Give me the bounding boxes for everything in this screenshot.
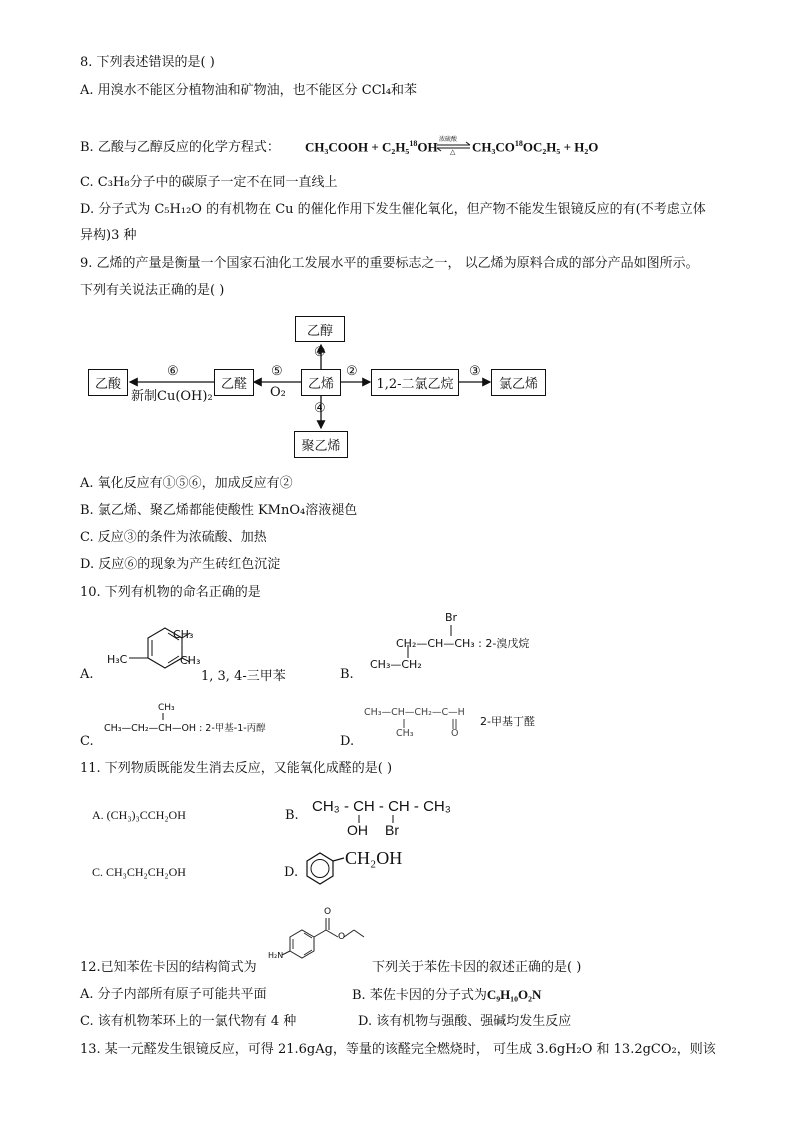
- node-dichloroethane: 1,2-二氯乙烷: [371, 369, 459, 396]
- q9-option-d: D. 反应⑥的现象为产生砖红色沉淀: [80, 557, 281, 572]
- q8-option-b-prefix: B. 乙酸与乙醇反应的化学方程式：: [80, 140, 280, 155]
- q8-stem: 8. 下列表述错误的是( ): [80, 55, 215, 70]
- o2-label: O₂: [270, 385, 286, 400]
- q10-d-oxygen: O: [451, 728, 459, 739]
- q8-option-c: C. C₃H₈分子中的碳原子一定不在同一直线上: [80, 175, 338, 190]
- q9-option-b: B. 氯乙烯、聚乙烯都能使酸性 KMnO₄溶液褪色: [80, 503, 358, 518]
- eq-right2: OC₂H₅ + H₂O: [522, 139, 599, 155]
- eq-isotope: 18: [409, 139, 418, 148]
- q13-stem: 13. 某一元醛发生银镜反应，可得 21.6gAg，等量的该醛完全燃烧时， 可生成 3.6gH₂O 和 13.2gCO₂，则该: [80, 1042, 716, 1057]
- step-2-label: ②: [346, 364, 358, 379]
- q11-b-chain: CH₃ - CH - CH - CH₃: [312, 798, 451, 815]
- node-vinyl-chloride: 氯乙烯: [491, 369, 546, 396]
- eq-mid: OH: [417, 139, 438, 155]
- q11-option-b-label: B.: [285, 808, 299, 823]
- q12-option-b: [352, 986, 541, 1005]
- q11-option-c: C. CH₃CH₂CH₂OH: [92, 865, 186, 879]
- q10-d-ch3: CH₃: [396, 728, 414, 739]
- q10-a-ch3-top: CH₃: [173, 628, 194, 641]
- step-6-label: ⑥: [167, 364, 179, 379]
- q12-b-prefix: B. 苯佐卡因的分子式为: [352, 988, 487, 1003]
- q11-option-d-label: D.: [284, 865, 299, 880]
- q12-carbonyl-o: O: [324, 907, 332, 917]
- q10-a-ch3-right: CH₃: [180, 654, 201, 667]
- q12-option-d: D. 该有机物与强酸、强碱均发生反应: [358, 1014, 572, 1029]
- step-5-label: ⑤: [271, 364, 283, 379]
- node-acetaldehyde: 乙醛: [214, 369, 254, 396]
- q10-d-chain: CH₃—CH—CH₂—C—H: [364, 707, 465, 718]
- q10-b-br: Br: [445, 611, 458, 624]
- q9-option-a: A. 氧化反应有①⑤⑥，加成反应有②: [80, 476, 293, 491]
- q9-option-c: C. 反应③的条件为浓硫酸、加热: [80, 530, 267, 545]
- q10-c-chain: CH₃—CH₂—CH—OH : 2-甲基-1-丙醇: [104, 723, 266, 734]
- eq-heat: △: [450, 148, 456, 156]
- q10-option-c-label: C.: [80, 734, 94, 749]
- q11-b-oh: OH: [347, 822, 368, 838]
- q10-d-name: 2-甲基丁醛: [480, 715, 535, 728]
- q11-b-br: Br: [385, 822, 399, 838]
- q12-stem-post: 下列关于苯佐卡因的叙述正确的是( ): [372, 960, 582, 975]
- step-3-label: ③: [469, 364, 481, 379]
- node-ethylene: 乙烯: [301, 369, 341, 396]
- cu-oh2-label: 新制Cu(OH)₂: [131, 389, 213, 404]
- node-polyethylene: 聚乙烯: [294, 431, 348, 458]
- node-ethanol: 乙醇: [295, 316, 345, 342]
- q10-a-name: 1, 3, 4-三甲苯: [201, 669, 286, 684]
- q12-stem-pre: 12.已知苯佐卡因的结构简式为: [80, 960, 257, 975]
- q10-b-top-chain: CH₂—CH—CH₃ : 2-溴戊烷: [396, 637, 530, 650]
- q12-option-a: A. 分子内部所有原子可能共平面: [80, 987, 267, 1002]
- step-4-label: ④: [314, 401, 326, 416]
- eq-left: CH₃COOH + C₂H₅: [305, 139, 410, 155]
- eq-isotope2: 18: [514, 139, 523, 148]
- q10-option-b-label: B.: [340, 667, 354, 682]
- q10-c-ch3: CH₃: [158, 703, 175, 713]
- q8-option-d-line2: 异构)3 种: [80, 228, 137, 243]
- q12-option-c: C. 该有机物苯环上的一氯代物有 4 种: [80, 1014, 297, 1029]
- node-acetic-acid: 乙酸: [88, 369, 128, 396]
- q10-option-d-label: D.: [340, 734, 355, 749]
- eq-catalyst: 浓硫酸: [439, 136, 458, 143]
- q10-stem: 10. 下列有机物的命名正确的是: [80, 585, 261, 600]
- q11-stem: 11. 下列物质既能发生消去反应，又能氧化成醛的是( ): [80, 761, 393, 776]
- q11-d-group: CH₂OH: [345, 848, 403, 868]
- step-1-label: ①: [314, 345, 326, 360]
- q11-option-a: A. (CH₃)₃CCH₂OH: [92, 808, 186, 822]
- q8-option-a: A. 用溴水不能区分植物油和矿物油，也不能区分 CCl₄和苯: [80, 83, 418, 98]
- q9-stem-line2: 下列有关说法正确的是( ): [80, 283, 225, 298]
- eq-right1: CH₃CO: [472, 139, 515, 155]
- q10-a-h3c-left: H₃C: [107, 653, 128, 666]
- q12-ester-o: O: [338, 932, 346, 942]
- q8-option-d-line1: D. 分子式为 C₅H₁₂O 的有机物在 Cu 的催化作用下发生催化氧化，但产物不能发生银镜反应的有(不考虑立体: [80, 202, 706, 217]
- q12-b-formula: C₉H₁₀O₂N: [486, 987, 542, 1002]
- q10-b-bottom-chain: CH₃—CH₂: [370, 658, 422, 671]
- q10-option-a-label: A.: [80, 667, 94, 682]
- q12-h2n: H₂N: [268, 951, 284, 960]
- q9-stem-line1: 9. 乙烯的产量是衡量一个国家石油化工发展水平的重要标志之一， 以乙烯为原料合成的部分产品如图所示。: [80, 256, 699, 271]
